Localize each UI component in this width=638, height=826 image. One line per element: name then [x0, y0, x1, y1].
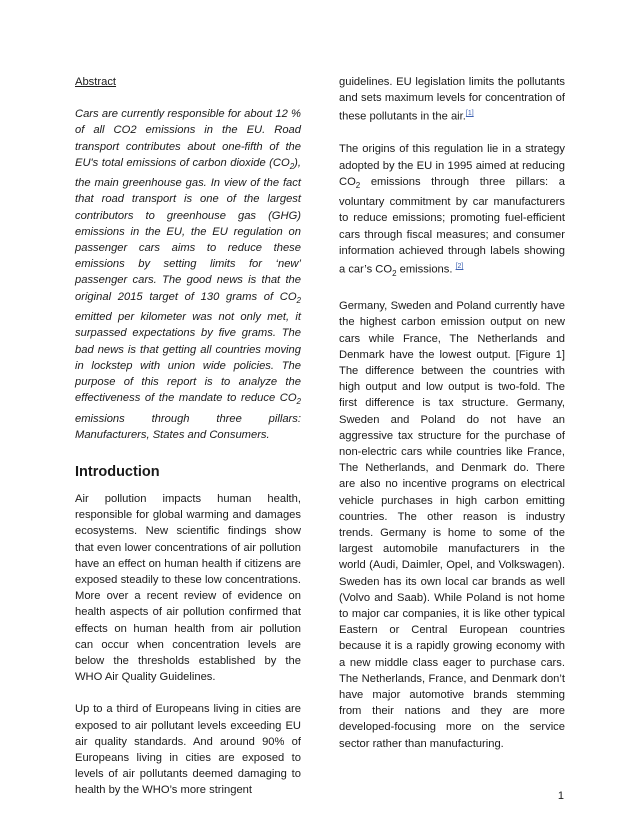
- introduction-paragraph-2: Up to a third of Europeans living in cities are exposed to air pollutant levels exceeding EU air quality standards. And around 90% of Europeans living in cities are exposed to levels of air pollutants deemed damaging to health by the WHO’s more stringent: [75, 703, 301, 797]
- right-paragraph-1: guidelines. EU legislation limits the pollutants and sets maximum levels for concentration of these pollutants in the air.[1]: [339, 76, 565, 124]
- citation-link-2[interactable]: [2]: [455, 263, 464, 270]
- citation-link-1[interactable]: [1]: [465, 110, 474, 118]
- right-paragraph-3: Germany, Sweden and Poland currently have the highest carbon emission output on new cars while France, The Netherlands and Denmark have the lowest output. [Figure 1] The difference between the countries with high output and low output is two-fold. The first difference is tax structure. Germany, Sweden and Poland do not have an aggressive tax structure for the purchase of non-electric cars while countries like France, The Netherlands, and Denmark do. There are also no incentive programs on electrical vehicle purchases in high carbon emitting countries. The other reason is industry trends. Germany is home to some of the largest automobile manufacturers in the world (Audi, Daimler, Opel, and Volkswagen). Sweden has its own local car brands as well (Volvo and Saab). While Poland is not home to major car companies, it is like other typical Eastern or Central European countries because it is a rapidly growing economy with a new middle class eager to purchase cars. The Netherlands, France, and Denmark don’t have major automotive brands stemming from their nations and they are more developed-focusing more on the service sector rather than manufacturing.: [339, 300, 565, 750]
- abstract-heading: Abstract: [75, 76, 117, 88]
- left-column: [75, 74, 301, 799]
- introduction-heading: Introduction: [75, 463, 160, 480]
- abstract-text: Cars are currently responsible for about 12 % of all CO2 emissions in the EU. Road transport contributes about one-fifth of the EU's total emissions of carbon dioxide $(CO_2)$, the main greenhouse gas. In view of the fact that road transport is one of the largest contributors to greenhouse gas (GHG) emissions in the EU, the EU regulation on passenger cars aims to reduce these emissions by setting limits for ‘new’ passenger cars. The good news is that the original 2015 target of 130 grams of $CO_2$ emitted per kilometer was not only met, it surpassed expectations by five grams. The bad news is that getting all countries moving in lockstep with union wide policies. The purpose of this report is to analyze the effectiveness of the mandate to reduce $CO_2$ emissions through three pillars: Manufacturers, States and Consumers.: [75, 108, 301, 441]
- page-number: 1: [557, 790, 564, 802]
- introduction-paragraph-1: Air pollution impacts human health, responsible for global warming and damages ecosystems. New scientific findings show that even lower concentrations of air pollution have an effect on human health if citizens are exposed steadily to these low concentrations. More over a recent review of evidence on health aspects of air pollution confirmed that effects on human health from air pollution can occur when concentration levels are below the thresholds established by the WHO Air Quality Guidelines.: [75, 492, 301, 684]
- right-column: [339, 74, 565, 752]
- right-paragraph-2: The origins of this regulation lie in a strategy adopted by the EU in 1995 aimed at reducing $CO_2$ emissions through three pillars: a voluntary commitment by car manufacturers to reduce emissions; promoting fuel-efficient cars through fiscal measures; and consumer information achieved through labels showing a car’s $CO_2$ emissions. [2]: [339, 143, 565, 278]
